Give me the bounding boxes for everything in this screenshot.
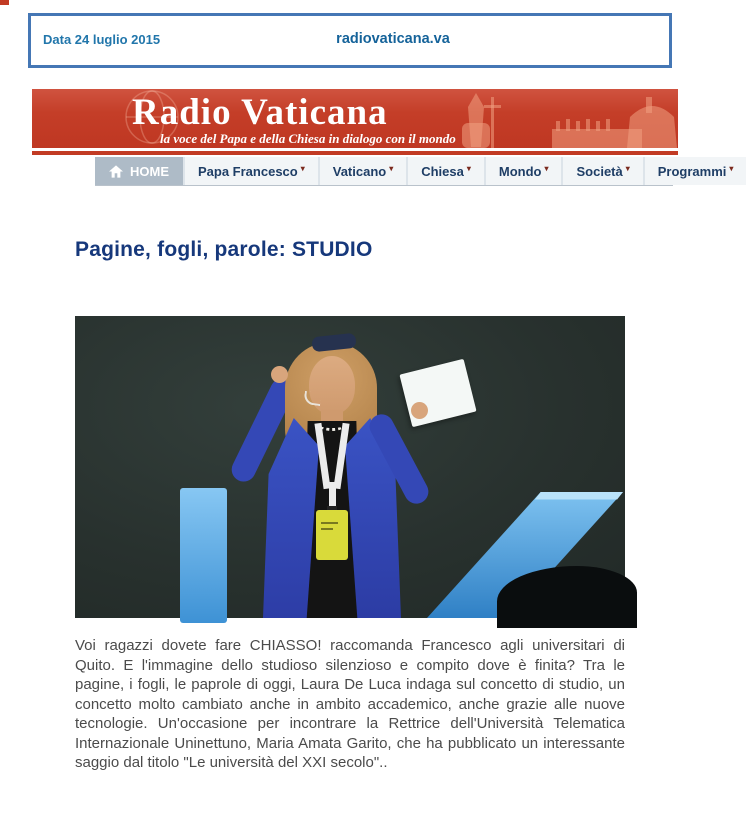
nav-item-home[interactable] [95,157,183,185]
article-body-text: Voi ragazzi dovete fare CHIASSO! raccomanda Francesco agli universitari di Quito. E l'immagine dello studioso silenzioso e compito dove è finita? Tra le pagine, i fogli, le paprole di oggi, Laura De Luca indaga sul concetto di studio, un concetto molto cambiato anche in ambito accademico, anche grazie alle nuove tecnologie. Un'occasione per incontrare la Rettrice dell'Università Telematica Internazionale Uninettuno, Maria Amata Garito, che ha pubblicato un interessante saggio dal titolo "Le università del XXI secolo".. [75,637,625,771]
badge-text-line [321,528,333,530]
nav-item-vaticano[interactable] [320,157,406,185]
chevron-down-icon: ▾ [729,163,734,173]
nav-item-chiesa[interactable] [408,157,484,185]
masthead-bottom-strip [32,151,678,155]
site-title: Radio Vaticana [132,92,388,133]
speaker-hand [411,402,428,419]
site-domain: radiovaticana.va [336,31,450,47]
clipping-date: Data 24 luglio 2015 [43,32,161,47]
nav-item-label: Programmi [657,163,727,179]
badge-text-line [321,522,338,524]
speaker-hand [271,366,288,383]
yellow-conference-badge [316,510,348,560]
chevron-down-icon: ▾ [625,163,630,173]
chevron-down-icon: ▾ [300,163,305,173]
nav-item-label: Società [576,163,623,179]
nav-item-label: Vaticano [332,163,387,179]
chevron-down-icon: ▾ [389,163,394,173]
nav-item-label: Papa Francesco [198,163,298,179]
nav-item-label: Chiesa [421,163,464,179]
nav-item-papa-francesco[interactable] [185,157,318,185]
clipping-meta-box [28,13,672,68]
white-paper-sheet [399,359,476,427]
nav-item-label: HOME [130,163,169,179]
site-tagline: la voce del Papa e della Chiesa in dialogo con il mondo [160,131,456,146]
home-icon [109,165,123,178]
main-nav [95,157,734,186]
nav-item-societa[interactable] [563,157,642,185]
masthead [32,89,678,148]
scan-artifact-mark [0,0,9,5]
stage-letter-shape-left [180,488,227,623]
speaker-on-stage-photo [75,316,625,618]
chevron-down-icon: ▾ [544,163,549,173]
chevron-down-icon: ▾ [466,163,471,173]
nav-item-label: Mondo [498,163,542,179]
article-title: Pagine, fogli, parole: STUDIO [75,238,373,261]
nav-item-mondo[interactable] [486,157,562,185]
nav-item-programmi[interactable] [645,157,746,185]
